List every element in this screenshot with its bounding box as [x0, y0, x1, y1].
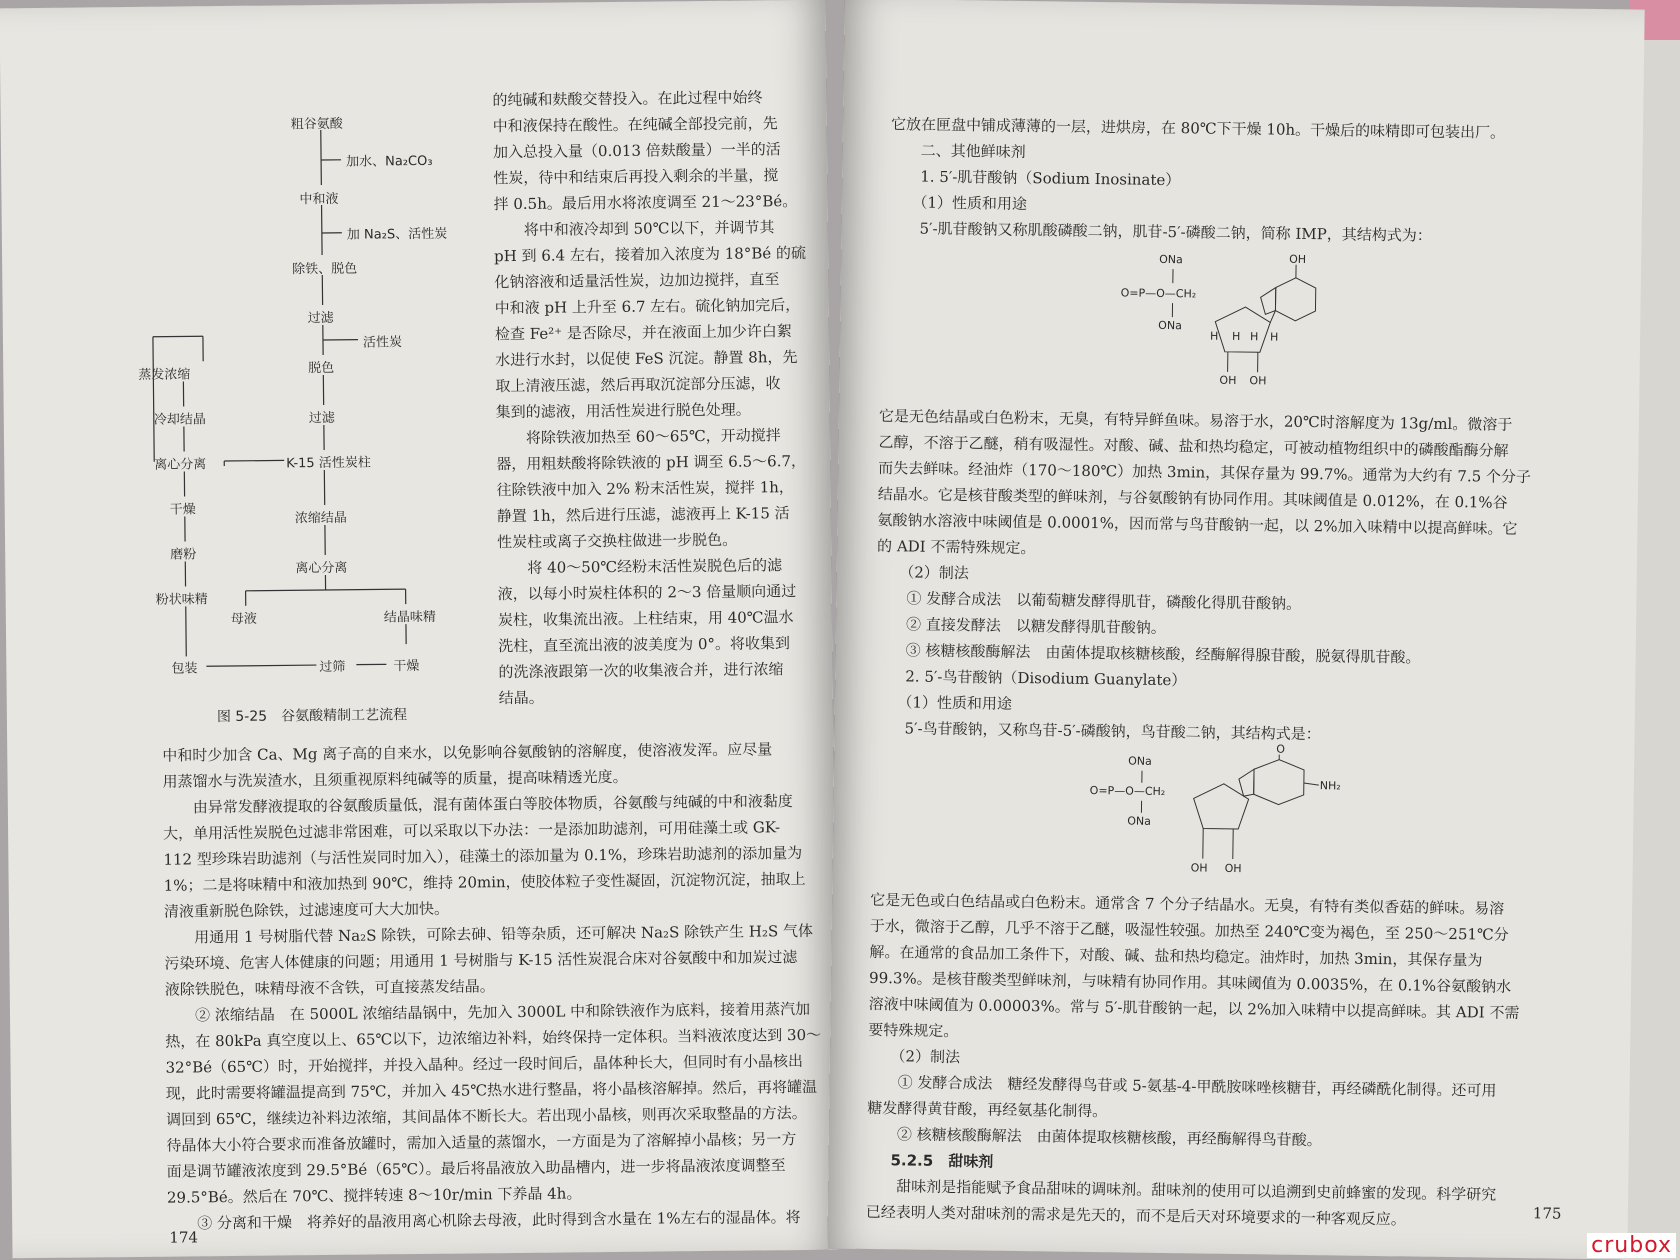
gmp-ona-top: ONa	[1128, 754, 1152, 768]
text-line: 性炭，待中和结束后再投入剩余的半量，搅	[493, 166, 779, 188]
flow-node-dry: 干燥	[393, 658, 420, 675]
page-number-right: 175	[1532, 1204, 1562, 1223]
flow-node-k15-column: K-15 活性炭柱	[286, 455, 371, 472]
text-line: 的洗涤液跟第一次的收集液合并，进行浓缩	[498, 660, 784, 682]
text-line: 将中和液冷却到 50℃以下，并调节其	[493, 218, 775, 240]
text-line: 静置 1h，然后进行压滤，滤液再上 K-15 活	[496, 504, 790, 526]
figure-caption: 图 5-25 谷氨酸精制工艺流程	[216, 707, 408, 726]
imp-oh-2: OH	[1249, 374, 1267, 388]
text-line: 乙醇，不溶于乙醚，稍有吸湿性。对酸、碱、盐和热均稳定，可被动植物组织中的磷酸酯酶分解	[878, 432, 1509, 460]
gmp-oh-2: OH	[1224, 861, 1242, 876]
text-line: 的纯碱和麸酸交替投入。在此过程中始终	[492, 88, 763, 110]
text-line: 结晶。	[498, 688, 544, 708]
text-line: 加入总投入量（0.013 倍麸酸量）一半的活	[492, 140, 781, 162]
text-line: 的 ADI 不需特殊规定。	[876, 536, 1036, 558]
gmp-o: O	[1276, 742, 1286, 756]
text-line: 现，此时需要将罐温提高到 75℃，并加入 45℃热水进行整晶，将小晶核溶解掉。然后，再将罐温	[165, 1077, 818, 1103]
flow-node-concentrate: 浓缩结晶	[294, 510, 347, 527]
imp-h4: H	[1269, 330, 1279, 344]
gmp-oh-1: OH	[1190, 861, 1208, 875]
flowchart	[129, 3, 496, 707]
text-line: 用通用 1 号树脂代替 Na₂S 除铁，可除去砷、铅等杂质，还可解决 Na₂S 除铁产生 H₂S 气体	[164, 921, 814, 947]
page-number-left: 174	[169, 1228, 199, 1247]
text-line: 面是调节罐液浓度到 29.5°Bé（65℃）。最后将晶液放入助晶槽内，进一步将晶液浓度调整至	[166, 1156, 786, 1181]
text-line: 液除铁脱色，味精母液不含铁，可直接蒸发结晶。	[164, 977, 495, 999]
text-line: 氨酸钠水溶液中味阈值是 0.0001%，因而常与鸟苷酸钠一起，以 2%加入味精中以提高鲜味。它	[877, 510, 1518, 538]
flow-node-neutralization: 中和液	[299, 191, 339, 208]
text-line: 洗柱，直至流出液的波美度为 0°。将收集到	[498, 634, 791, 656]
text-line: ③ 核糖核酸酶解法 由菌体提取核糖核酸，经酶解得腺苷酸，脱氨得肌苷酸。	[875, 640, 1421, 667]
watermark: crubox	[1587, 1233, 1676, 1258]
text-line: 清液重新脱色除铁，过滤速度可大大加快。	[163, 899, 450, 921]
text-line: （1）性质和用途	[889, 193, 1028, 214]
text-line: 往除铁液中加入 2% 粉末活性炭，搅拌 1h，	[496, 478, 794, 500]
flow-node-iron-removal: 除铁、脱色	[292, 261, 358, 278]
left-body-text	[162, 736, 823, 1237]
flow-node-mother-liquor: 母液	[230, 611, 257, 627]
text-line: 中和液保持在酸性。在纯碱全部投完前，先	[492, 114, 778, 136]
text-line: 取上清液压滤，然后再取沉淀部分压滤，收	[495, 374, 781, 396]
gmp-phosphate: O=P—O—CH₂	[1089, 783, 1166, 799]
right-top-text	[889, 111, 1505, 250]
text-line: 5′-肌苷酸钠又称肌酸磷酸二钠，肌苷-5′-磷酸二钠，简称 IMP，其结构式为：	[889, 219, 1432, 245]
text-line: 它是无色结晶或白色粉末，无臭，有特异鲜鱼味。易溶于水，20℃时溶解度为 13g/ml。微溶于	[878, 406, 1513, 434]
right-middle-text	[874, 403, 1532, 750]
flow-node-filter-1: 过滤	[307, 310, 334, 327]
text-line: 用蒸馏水与洗炭渣水，且须重视原料纯碱等的质量，提高味精透光度。	[162, 767, 628, 791]
text-line: pH 到 6.4 左右，接着加入浓度为 18°Bé 的硫	[494, 243, 807, 266]
text-line: 32°Bé（65℃）时，开始搅拌，并投入晶种。经过一段时间后，晶体种长大，但同时有小晶核出	[165, 1052, 803, 1077]
text-line: 甜味剂是指能赋予食品甜味的调味剂。甜味剂的使用可以追溯到史前蜂蜜的发现。科学研究	[866, 1176, 1497, 1204]
imp-oh-top: OH	[1289, 252, 1307, 266]
text-line: 二、其他鲜味剂	[890, 141, 1026, 162]
imp-phosphate: O=P—O—CH₂	[1120, 286, 1197, 301]
text-line: 糖发酵得黄苷酸，再经氨基化制得。	[867, 1098, 1108, 1121]
text-line: 由异常发酵液提取的谷氨酸质量低，混有菌体蛋白等胶体物质，谷氨酸与纯碱的中和液黏度	[162, 792, 793, 817]
text-line: 集到的滤液，用活性炭进行脱色处理。	[495, 400, 751, 422]
text-line: 中和液 pH 上升至 6.7 左右。硫化钠加完后，	[494, 295, 801, 318]
imp-h3: H	[1249, 330, 1259, 344]
flow-node-centrifuge: 离心分离	[295, 560, 348, 577]
text-line: 器，用粗麸酸将除铁液的 pH 调至 6.5～6.7，	[496, 451, 807, 474]
flow-node-centrifuge-2: 离心分离	[154, 457, 207, 473]
text-line: ② 浓缩结晶 在 5000L 浓缩结晶锅中，先加入 3000L 中和除铁液作为底料，接着用蒸汽加	[164, 999, 811, 1025]
text-line: 解。在通常的食品加工条件下，对酸、碱、盐和热均稳定。油炸时，加热 3min，其保存量为	[869, 942, 1483, 970]
flow-node-decolor: 脱色	[308, 360, 335, 377]
text-line: （1）性质和用途	[874, 692, 1013, 713]
text-line: （2）制法	[876, 562, 969, 583]
imp-structure	[1109, 250, 1351, 403]
text-line: 检查 Fe²⁺ 是否除尽，并在液面上加少许白絮	[494, 322, 792, 344]
text-line: 将除铁液加热至 60～65℃，开动搅拌	[495, 426, 781, 448]
flow-node-filter-2: 过滤	[308, 410, 335, 427]
text-line: 它放在匣盘中铺成薄薄的一层，进烘房，在 80℃下干燥 10h。干燥后的味精即可包装出厂。	[890, 115, 1506, 142]
text-line: 调回到 65℃，继续边补料边浓缩，其间晶体不断长大。若出现小晶核，则再次采取整晶的方法。	[166, 1103, 807, 1129]
flow-add-carbon: 活性炭	[362, 335, 403, 351]
text-line: 2. 5′-鸟苷酸钠（Disodium Guanylate）	[875, 666, 1187, 690]
flow-node-cool-crystal: 冷却结晶	[153, 412, 206, 428]
text-line: 将 40～50℃经粉末活性炭脱色后的滤	[497, 556, 783, 578]
text-line: 溶液中味阈值为 0.00003%。常与 5′-肌苷酸钠一起，以 2%加入味精中以提高鲜味。其 ADI 不需	[868, 994, 1520, 1022]
flow-add-water-na2co3: 加水、Na₂CO₃	[346, 153, 433, 170]
flow-node-crystal-msg: 结晶味精	[383, 609, 436, 626]
section-heading	[890, 1147, 993, 1174]
text-line: 它是无色或白色结晶或白色粉末。通常含 7 个分子结晶水。无臭，有特有类似香菇的鲜味。易溶	[870, 890, 1505, 918]
gmp-structure	[1082, 742, 1344, 896]
text-line: 1. 5′-肌苷酸钠（Sodium Inosinate）	[890, 167, 1181, 190]
text-line: ① 发酵合成法 以葡萄糖发酵得肌苷，磷酸化得肌苷酸钠。	[876, 588, 1302, 613]
text-line: 中和时少加含 Ca、Mg 离子高的自来水，以免影响谷氨酸钠的溶解度，使溶液发浑。应尽量	[162, 740, 773, 765]
imp-ona-top: ONa	[1159, 252, 1183, 267]
text-line: 99.3%。是核苷酸类型鲜味剂，与味精有协同作用。其味阈值为 0.0035%，在 0.1%谷氨酸钠水	[868, 968, 1512, 996]
text-line: 炭柱，收集流出液。上柱结束，用 40℃温水	[497, 608, 794, 630]
gmp-nh2: NH₂	[1319, 779, 1341, 793]
left-page	[0, 0, 839, 1258]
right-page	[827, 0, 1644, 1260]
text-line: ② 直接发酵法 以糖发酵得肌苷酸钠。	[875, 614, 1166, 638]
text-line: 水进行水封，以促使 FeS 沉淀。静置 8h，先	[495, 348, 798, 370]
text-line: 5′-鸟苷酸钠，又称鸟苷-5′-磷酸钠，鸟苷酸二钠，其结构式是：	[874, 718, 1321, 744]
imp-ona-bottom: ONa	[1158, 318, 1182, 333]
flow-node-dry-2: 干燥	[169, 502, 196, 518]
text-line: 性炭柱或离子交换柱做进一步脱色。	[497, 530, 738, 552]
text-line: 1%；二是将味精中和液加热到 90℃，维持 20min，使胶体粒子变性凝固，沉淀物沉淀，抽取上	[163, 869, 806, 895]
text-line: 热，在 80kPa 真空度以上、65℃以下，边浓缩边补料，始终保持一定体积。当料液浓度达到 30～	[165, 1025, 822, 1051]
text-line: ③ 分离和干燥 将养好的晶液用离心机除去母液，此时得到含水量在 1%左右的湿晶体。将	[167, 1208, 801, 1233]
text-line: ① 发酵合成法 糖经发酵得鸟苷或 5-氨基-4-甲酰胺咪唑核糖苷，再经磷酰化制得。还可用	[867, 1072, 1497, 1100]
text-line: 112 型珍珠岩助滤剂（与活性炭同时加入），硅藻土的添加量为 0.1%，珍珠岩助滤剂的添加量为	[163, 844, 803, 869]
flow-node-powder-msg: 粉状味精	[155, 592, 208, 608]
text-line: 29.5°Bé。然后在 70℃、搅拌转速 8～10r/min 下养晶 4h。	[166, 1184, 582, 1207]
text-line: 污染环境、危害人体健康的问题；用通用 1 号树脂与 K-15 活性炭混合床对谷氨酸中和加炭过滤	[164, 948, 798, 973]
left-right-column	[492, 84, 810, 711]
flow-node-package: 包装	[171, 661, 198, 677]
imp-h1: H	[1209, 329, 1219, 343]
imp-oh-1: OH	[1219, 373, 1237, 387]
text-line: 待晶体大小符合要求而准备放罐时，需加入适量的蒸馏水，一方面是为了溶解掉小晶核；另一方	[166, 1130, 797, 1155]
section-number: 5.2.5	[890, 1151, 934, 1170]
text-line: ② 核糖核酸酶解法 由菌体提取核糖核酸，再经酶解得鸟苷酸。	[866, 1124, 1322, 1150]
text-line: 大，单用活性炭脱色过滤非常困难，可以采取以下办法：一是添加助滤剂，可用硅藻土或 GK-	[163, 818, 781, 843]
section-title: 甜味剂	[948, 1152, 994, 1171]
flow-node-crude-glutamic: 粗谷氨酸	[290, 116, 343, 133]
flow-node-evaporate: 蒸发浓缩	[138, 367, 191, 383]
flow-add-na2s-carbon: 加 Na₂S、活性炭	[346, 226, 448, 243]
text-line: 结晶水。它是核苷酸类型的鲜味剂，与谷氨酸钠有协同作用。其味阈值是 0.012%，在 0.1%谷	[877, 484, 1508, 512]
gmp-ona-bottom: ONa	[1127, 814, 1152, 828]
right-end-text	[866, 1173, 1497, 1234]
imp-h2: H	[1231, 329, 1241, 344]
text-line: 要特殊规定。	[868, 1020, 959, 1041]
text-line: 于水，微溶于乙醇，几乎不溶于乙醚，吸湿性较强。加热至 240℃变为褐色，至 250～251℃分	[869, 916, 1509, 944]
right-bottom-text	[867, 887, 1521, 1156]
text-line: （2）制法	[867, 1046, 961, 1067]
text-line: 液，以每小时炭柱体积的 2～3 倍量顺向通过	[497, 582, 797, 604]
text-line: 拌 0.5h。最后用水将浓度调至 21～23°Bé。	[493, 192, 798, 214]
flow-node-sieve: 过筛	[319, 659, 346, 676]
flow-node-grind: 磨粉	[170, 547, 197, 563]
text-line: 而失去鲜味。经油炸（170～180℃）加热 3min，其保存量为 99.7%。通常为大约有 7.5 个分子	[878, 458, 1532, 487]
text-line: 化钠溶液和适量活性炭，边加边搅拌，直至	[494, 270, 780, 292]
text-line: 已经表明人类对甜味剂的需求是先天的，而不是后天对环境要求的一种客观反应。	[865, 1202, 1406, 1229]
